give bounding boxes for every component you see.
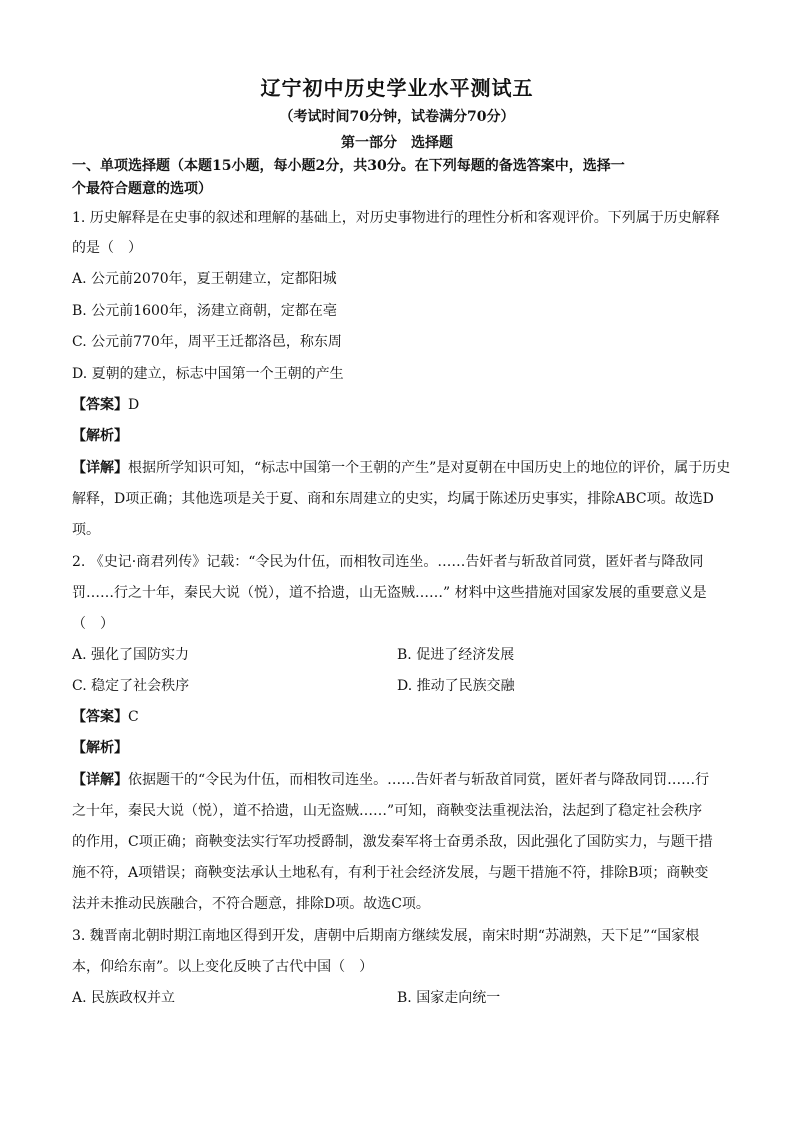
q1-detail-text-1: 根据所学知识可知，“标志中国第一个王朝的产生”是对夏朝在中国历史上的地位的评价，属于历史: [128, 460, 731, 476]
q2-option-d: D. 推动了民族交融: [397, 678, 515, 694]
q1-option-c: C. 公元前770年，周平王迁都洛邑，称东周: [72, 334, 342, 350]
part-heading: 第一部分 选择题: [341, 135, 453, 151]
q1-option-a: A. 公元前2070年，夏王朝建立，定都阳城: [72, 271, 337, 287]
q1-analysis-tag: 【解析】: [72, 428, 128, 444]
q1-stem-line-2: 的是（ ）: [72, 240, 142, 256]
answer-tag: 【答案】: [72, 397, 128, 413]
q1-detail-line-2: 解释，D项正确；其他选项是关于夏、商和东周建立的史实，均属于陈述历史事实，排除ABC项。故选D: [72, 491, 714, 507]
q2-detail-line-1: [72, 770, 709, 790]
q2-stem-line-1: 2. 《史记·商君列传》记载：“令民为什伍，而相牧司连坐。……告奸者与斩敌首同赏，匿奸者与降敌同: [72, 554, 704, 570]
q2-option-a: A. 强化了国防实力: [72, 647, 190, 663]
detail-tag: 【详解】: [72, 772, 128, 788]
q2-answer: [72, 707, 139, 727]
q3-stem-line-1: 3. 魏晋南北朝时期江南地区得到开发，唐朝中后期南方继续发展，南宋时期“苏湖熟，天下足”“国家根: [72, 928, 700, 944]
section-heading-line-1: 一、单项选择题（本题15小题，每小题2分，共30分。在下列每题的备选答案中，选择一: [72, 158, 625, 174]
q1-option-d: D. 夏朝的建立，标志中国第一个王朝的产生: [72, 366, 344, 382]
exam-title: 辽宁初中历史学业水平测试五: [260, 76, 534, 100]
q3-option-a: A. 民族政权并立: [72, 990, 176, 1006]
q1-detail-line-3: 项。: [72, 522, 100, 538]
q3-option-b: B. 国家走向统一: [397, 990, 501, 1006]
exam-subtitle: （考试时间70分钟，试卷满分70分）: [279, 109, 515, 125]
q2-detail-line-2: 之十年，秦民大说（悦），道不拾遗，山无盗贼……”可知，商鞅变法重视法治，法起到了稳定社会秩序: [72, 803, 703, 819]
section-heading-line-2: 个最符合题意的选项）: [72, 181, 212, 197]
answer-tag: 【答案】: [72, 709, 128, 725]
q2-answer-value: C: [128, 709, 139, 725]
q2-option-b: B. 促进了经济发展: [397, 647, 515, 663]
q2-analysis-tag: 【解析】: [72, 740, 128, 756]
detail-tag: 【详解】: [72, 460, 128, 476]
q2-detail-line-3: 的作用，C项正确；商鞅变法实行军功授爵制，激发秦军将士奋勇杀敌，因此强化了国防实力，与题干措: [72, 834, 713, 850]
q1-answer-value: D: [128, 397, 140, 413]
q2-detail-line-4: 施不符，A项错误；商鞅变法承认土地私有，有利于社会经济发展，与题干措施不符，排除B项；商鞅变: [72, 865, 709, 881]
q2-stem-line-2: 罚……行之十年，秦民大说（悦），道不拾遗，山无盗贼……” 材料中这些措施对国家发展的重要意义是: [72, 585, 707, 601]
q2-detail-text-1: 依据题干的“令民为什伍，而相牧司连坐。……告奸者与斩敌首同赏，匿奸者与降敌同罚……行: [128, 772, 710, 788]
q1-stem-line-1: 1. 历史解释是在史事的叙述和理解的基础上，对历史事物进行的理性分析和客观评价。下列属于历史解释: [72, 210, 720, 226]
q1-detail-line-1: [72, 458, 730, 478]
q1-option-b: B. 公元前1600年，汤建立商朝，定都在亳: [72, 303, 337, 319]
q3-stem-line-2: 本，仰给东南”。以上变化反映了古代中国（ ）: [72, 959, 374, 975]
q2-detail-line-5: 法并未推动民族融合，不符合题意，排除D项。故选C项。: [72, 896, 430, 912]
q2-stem-line-3: （ ）: [72, 616, 114, 632]
q1-answer: [72, 395, 139, 415]
q2-option-c: C. 稳定了社会秩序: [72, 678, 190, 694]
